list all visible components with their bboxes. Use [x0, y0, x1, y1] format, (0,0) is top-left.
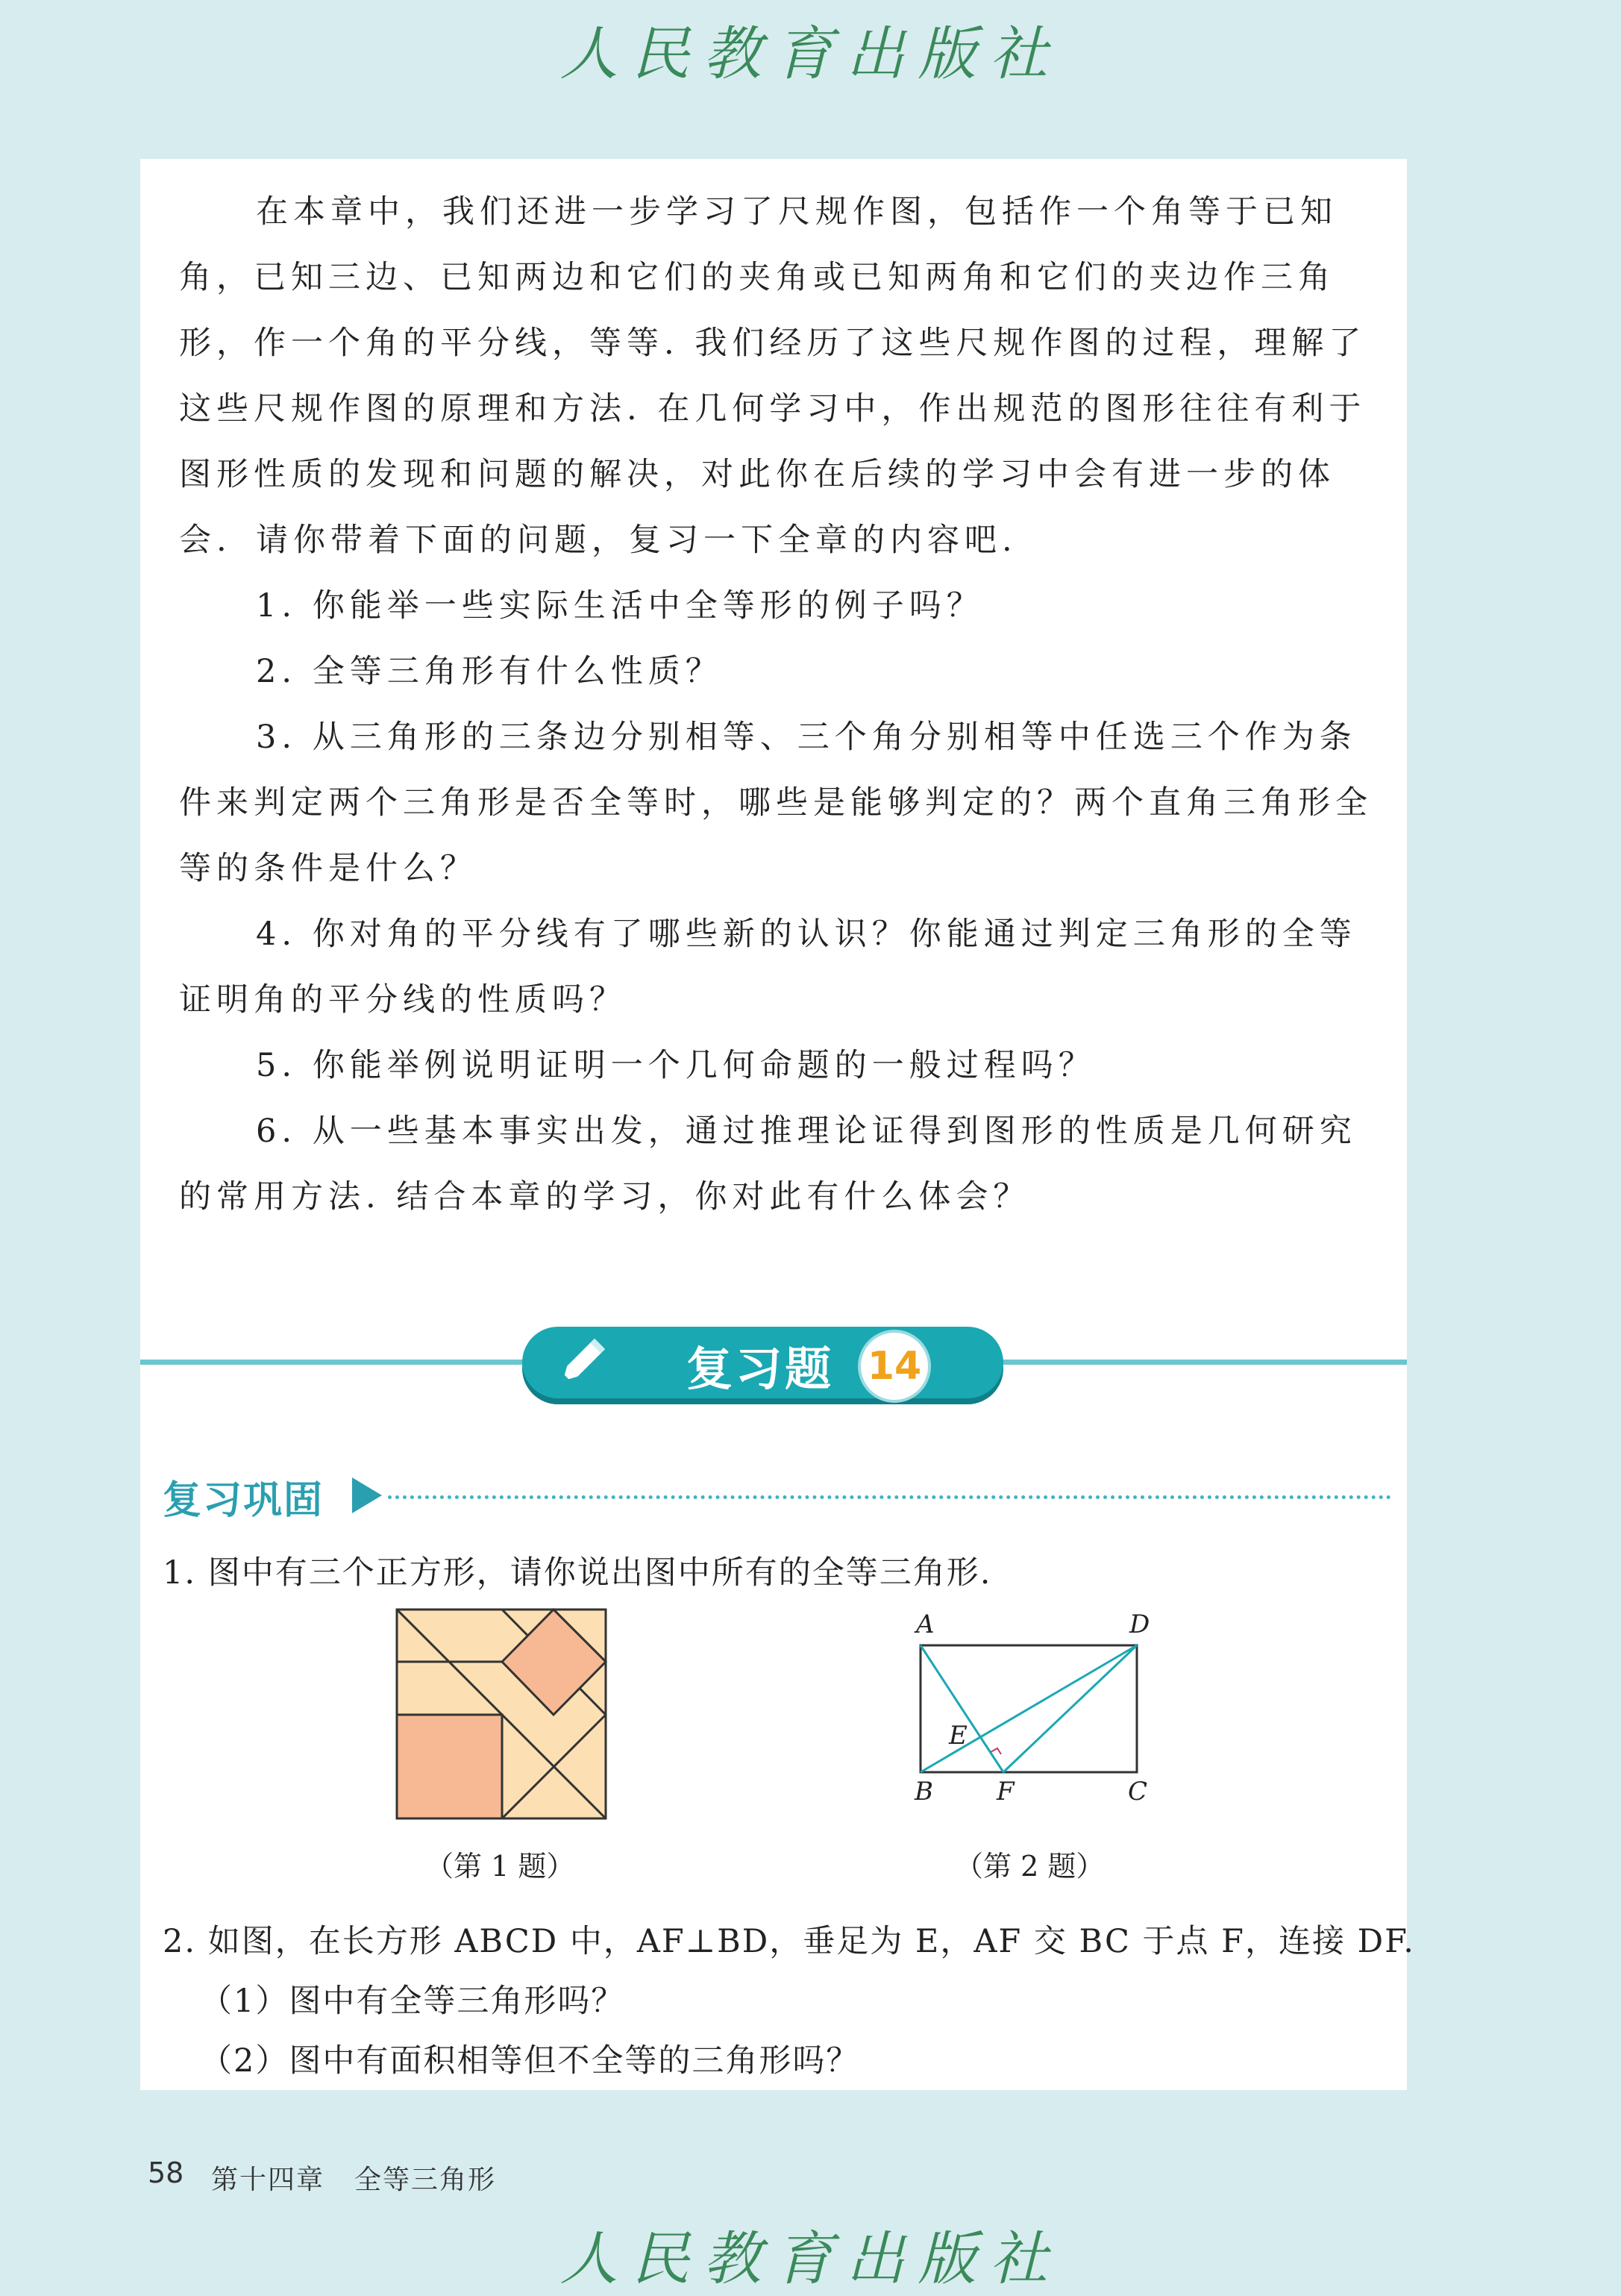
figure-2-caption: （第 2 题）	[955, 1850, 1105, 1883]
intro-paragraph-1: 在本章中，我们还进一步学习了尺规作图，包括作一个角等于已知角，已知三边、已知两边和它们的夹角或已知两角和它们的夹边作三角形，作一个角的平分线，等等. 我们经历了这些尺规作图的过程，理解了这些尺规作图的原理和方法. 在几何学习中，作出规范的图形往往有利于图形性质的发现和问题的解决，对此你在后续的学习中会有进一步的体会.	[179, 193, 1367, 559]
page-number: 58	[148, 2156, 184, 2189]
publisher-watermark-bottom: 人民教育出版社	[559, 2226, 1062, 2293]
publisher-watermark-top: 人民教育出版社	[559, 21, 1062, 88]
pencil-icon	[552, 1332, 612, 1392]
label-b: B	[915, 1777, 933, 1807]
label-a: A	[916, 1610, 935, 1639]
label-f: F	[997, 1777, 1015, 1807]
label-c: C	[1128, 1777, 1148, 1807]
section-dotted-rule	[388, 1495, 1391, 1499]
section-arrow-icon	[352, 1477, 382, 1513]
question-2: 2. 全等三角形有什么性质？	[256, 653, 723, 690]
figure-rectangle-abcd	[895, 1604, 1179, 1813]
footer-chapter: 第十四章	[211, 2165, 325, 2195]
intro-paragraph-2: 请你带着下面的问题，复习一下全章的内容吧.	[256, 522, 1018, 559]
exercise-1-text: 1. 图中有三个正方形，请你说出图中所有的全等三角形.	[163, 1554, 992, 1592]
banner-number-badge: 14	[858, 1330, 931, 1403]
figure-three-squares	[395, 1608, 607, 1820]
label-e: E	[949, 1721, 968, 1751]
exercise-2-part-2: （2）图中有面积相等但不全等的三角形吗？	[200, 2042, 860, 2080]
question-4: 4. 你对角的平分线有了哪些新的认识？你能通过判定三角形的全等证明角的平分线的性质吗？	[179, 916, 1357, 1019]
exercise-2-text: 2. 如图，在长方形 ABCD 中，AF⊥BD，垂足为 E，AF 交 BC 于点 F，连接 DF.	[163, 1923, 1415, 1960]
question-6: 6. 从一些基本事实出发，通过推理论证得到图形的性质是几何研究的常用方法. 结合本章的学习，你对此有什么体会？	[179, 1113, 1357, 1216]
label-d: D	[1129, 1610, 1150, 1639]
figure-1-caption: （第 1 题）	[425, 1850, 575, 1883]
running-footer	[211, 2159, 526, 2197]
question-3: 3. 从三角形的三条边分别相等、三个角分别相等中任选三个作为条件来判定两个三角形是否全等时，哪些是能够判定的？两个直角三角形全等的条件是什么？	[179, 719, 1373, 887]
question-5: 5. 你能举例说明证明一个几何命题的一般过程吗？	[256, 1047, 1096, 1084]
footer-chapter-title: 全等三角形	[354, 2165, 497, 2195]
section-heading: 复习巩固	[163, 1478, 324, 1523]
banner-title: 复习题	[686, 1342, 835, 1396]
exercise-2-part-1: （1）图中有全等三角形吗？	[200, 1983, 625, 2020]
question-1: 1. 你能举一些实际生活中全等形的例子吗？	[256, 587, 984, 625]
